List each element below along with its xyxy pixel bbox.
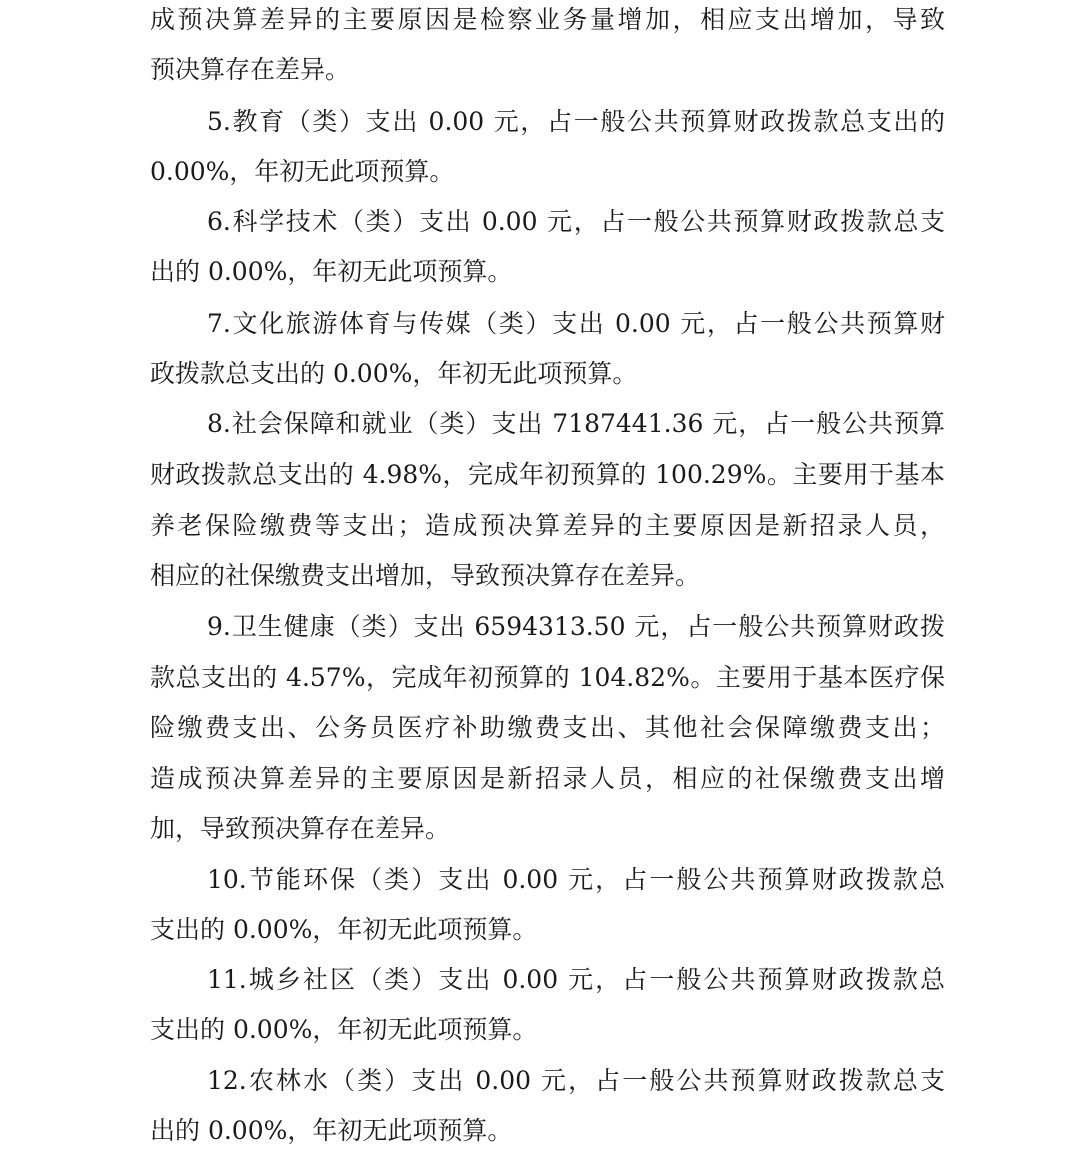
text-line: 政拨款总支出的 0.00%，年初无此项预算。	[150, 359, 638, 388]
text-line: 6.科学技术（类）支出 0.00 元，占一般公共预算财政拨款总支	[207, 207, 945, 236]
text-line: 险缴费支出、公务员医疗补助缴费支出、其他社会保障缴费支出；	[150, 713, 945, 742]
text-line: 0.00%，年初无此项预算。	[150, 157, 455, 186]
text-line: 11.城乡社区（类）支出 0.00 元，占一般公共预算财政拨款总	[207, 965, 945, 994]
text-line: 7.文化旅游体育与传媒（类）支出 0.00 元，占一般公共预算财	[207, 309, 945, 338]
text-line: 预决算存在差异。	[150, 55, 351, 84]
text-line: 相应的社保缴费支出增加，导致预决算存在差异。	[150, 561, 701, 590]
text-line: 支出的 0.00%，年初无此项预算。	[150, 1015, 538, 1044]
text-line: 款总支出的 4.57%，完成年初预算的 104.82%。主要用于基本医疗保	[150, 663, 945, 692]
text-line: 5.教育（类）支出 0.00 元，占一般公共预算财政拨款总支出的	[207, 107, 945, 136]
text-line: 造成预决算差异的主要原因是新招录人员，相应的社保缴费支出增	[150, 764, 945, 793]
text-line: 出的 0.00%，年初无此项预算。	[150, 257, 513, 286]
text-line: 10.节能环保（类）支出 0.00 元，占一般公共预算财政拨款总	[207, 865, 945, 894]
text-line: 养老保险缴费等支出；造成预决算差异的主要原因是新招录人员，	[150, 511, 945, 540]
text-line: 财政拨款总支出的 4.98%，完成年初预算的 100.29%。主要用于基本	[150, 460, 945, 489]
text-line: 成预决算差异的主要原因是检察业务量增加，相应支出增加，导致	[150, 5, 945, 34]
text-line: 出的 0.00%，年初无此项预算。	[150, 1116, 513, 1145]
text-line: 支出的 0.00%，年初无此项预算。	[150, 915, 538, 944]
text-line: 12.农林水（类）支出 0.00 元，占一般公共预算财政拨款总支	[207, 1066, 945, 1095]
text-line: 8.社会保障和就业（类）支出 7187441.36 元，占一般公共预算	[207, 409, 945, 438]
text-line: 9.卫生健康（类）支出 6594313.50 元，占一般公共预算财政拨	[207, 612, 945, 641]
text-line: 加，导致预决算存在差异。	[150, 814, 451, 843]
